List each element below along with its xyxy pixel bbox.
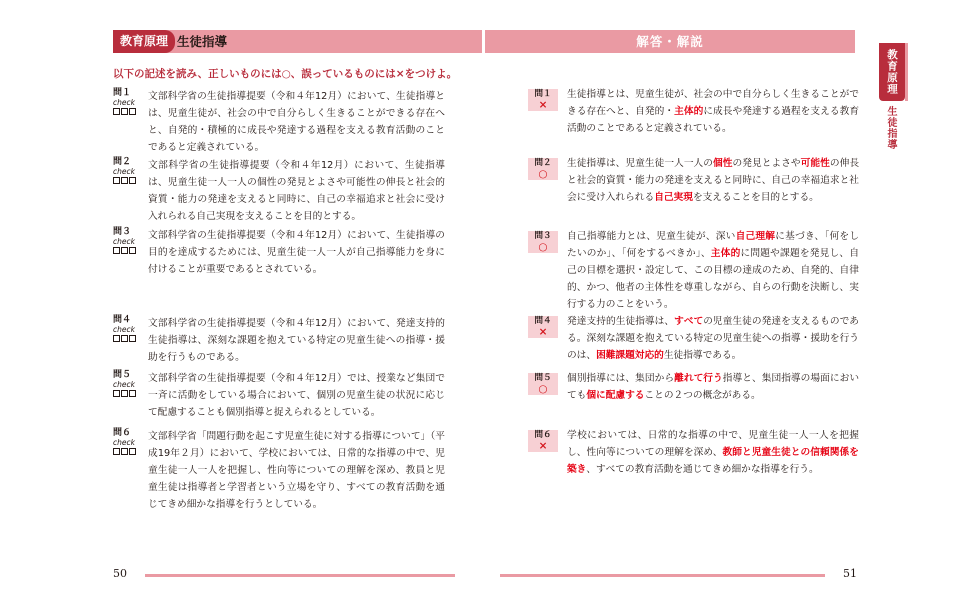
answer-item [528, 86, 858, 137]
question-item [113, 88, 453, 156]
answer-text [567, 155, 859, 206]
answer-text-segment: を支えることを目的とする。 [692, 192, 819, 203]
answer-text-segment: の発見とよさや [732, 158, 801, 169]
check-label: check [113, 325, 135, 334]
answer-text [567, 313, 859, 364]
question-label [113, 370, 145, 397]
answer-text [567, 370, 859, 404]
highlighted-keyword: 主体的 [674, 106, 704, 117]
answer-text-segment: に成長や発達する過程を支える教育活動のことであると定義されている。 [567, 106, 860, 134]
highlighted-keyword: 困難課題対応的 [596, 350, 664, 361]
side-index-accent [905, 43, 908, 101]
answer-label [528, 430, 558, 452]
question-item [113, 157, 453, 225]
question-number: 問２ [113, 157, 132, 167]
check-boxes[interactable] [113, 335, 145, 342]
answer-text [567, 86, 859, 137]
check-boxes[interactable] [113, 247, 145, 254]
question-label [113, 428, 145, 455]
question-text: 文部科学省「問題行動を起こす児童生徒に対する指導について」（平成19年２月）において、学校においては、日常的な指導の中で、児童生徒一人一人を把握し、性向等についての理解を深め、教員と児童生徒は指導者と学習者という立場を守り、すべての教育活動を通じてきめ細かな指導を行うとしている。 [148, 431, 445, 510]
answer-text [567, 228, 859, 313]
answer-text-segment: に基づき、「何をしたいのか」、「何をするべきか」、 [567, 231, 860, 259]
answer-text-segment: ことの２つの概念がある。 [644, 390, 761, 401]
question-text: 文部科学省の生徒指導提要（令和４年12月）において、発達支持的生徒指導は、深刻な課題を抱えている特定の児童生徒への指導・援助を行うものである。 [148, 318, 445, 363]
answer-text-segment: 指導と、集団指導の場面においても [567, 373, 860, 401]
answer-number: 問３ [534, 231, 552, 241]
answer-text-segment: 生徒指導である。 [663, 350, 742, 361]
answer-mark: ○ [538, 383, 548, 395]
check-label: check [113, 98, 135, 107]
question-text: 文部科学省の生徒指導提要（令和４年12月）において、生徒指導とは、児童生徒が、社会の中で自分らしく生きることができる存在へと、自発的・積極的に成長や発達する過程を支える教育活動のことであると定義されている。 [148, 91, 445, 153]
answer-text-segment: 学校においては、日常的な指導の中で、児童生徒一人一人を把握し、性向等についての理解を深め、 [567, 430, 859, 458]
answer-text-segment: 生徒指導とは、児童生徒が、社会の中で自分らしく生きることができる存在へと、自発的・ [567, 89, 859, 117]
answer-label [528, 89, 558, 111]
answer-number: 問１ [534, 89, 552, 99]
answer-number: 問２ [534, 158, 552, 168]
question-label [113, 315, 145, 342]
question-label [113, 227, 145, 254]
answer-mark: ○ [538, 241, 548, 253]
answer-text [567, 427, 859, 478]
answer-number: 問４ [534, 316, 552, 326]
check-boxes[interactable] [113, 448, 145, 455]
question-item [113, 428, 453, 513]
check-boxes[interactable] [113, 108, 145, 115]
check-boxes[interactable] [113, 177, 145, 184]
question-item [113, 370, 453, 421]
highlighted-keyword: 主体的 [710, 248, 741, 259]
question-label [113, 157, 145, 184]
answer-label [528, 231, 558, 253]
answer-number: 問５ [534, 373, 552, 383]
question-text: 文部科学省の生徒指導提要（令和４年12月）では、授業など集団で一斉に活動をしている場合において、個別の児童生徒の状況に応じて配慮することも個別指導と捉えられるとしている。 [148, 373, 445, 418]
side-index-tab: 教育原理 [879, 43, 905, 101]
section-title: 生徒指導 [177, 34, 228, 49]
side-index-subtitle: 生徒指導 [885, 106, 896, 150]
highlighted-keyword: 個に配慮する [586, 390, 645, 401]
answer-number: 問６ [534, 430, 552, 440]
highlighted-keyword: 離れて行う [674, 373, 723, 384]
question-text: 文部科学省の生徒指導提要（令和４年12月）において、生徒指導は、児童生徒一人一人の個性の発見とよさや可能性の伸長と社会的資質・能力の発達を支えると同時に、自己の幸福追求と社会に受け入れられる自己実現を支えることを目的とする。 [148, 160, 445, 222]
instruction-text: 以下の記述を読み、正しいものには○、誤っているものには×をつけよ。 [113, 68, 458, 80]
answer-text-segment: に問題や課題を発見し、自己の目標を選択・設定して、この目標の達成のため、自発的、自律的、かつ、他者の主体性を尊重しながら、自らの行動を決断し、実行する力のことをいう。 [567, 248, 860, 310]
left-footer-line [145, 574, 455, 577]
answer-text-segment: 自己指導能力とは、児童生徒が、深い [567, 231, 736, 242]
check-label: check [113, 237, 135, 246]
right-page-number: 51 [843, 567, 857, 580]
question-number: 問５ [113, 370, 132, 380]
answer-item [528, 155, 858, 206]
answer-item [528, 427, 858, 478]
highlighted-keyword: 教師と児童生徒との信頼関係を築き [567, 447, 859, 475]
question-item [113, 227, 453, 278]
answer-mark: × [538, 440, 548, 452]
answer-text-segment: 、すべての教育活動を通じてきめ細かな指導を行う。 [586, 464, 819, 475]
highlighted-keyword: 自己理解 [735, 231, 776, 242]
question-number: 問６ [113, 428, 132, 438]
answer-text-segment: の児童生徒の発達を支えるものである。深刻な課題を抱えている特定の児童生徒への指導・援助を行うのは、 [567, 316, 859, 361]
answer-text-segment: 発達支持的生徒指導は、 [567, 316, 675, 327]
question-text: 文部科学省の生徒指導提要（令和４年12月）において、生徒指導の目的を達成するためには、児童生徒一人一人が自己指導能力を身に付けることが重要であるとされている。 [148, 230, 445, 275]
answer-item [528, 313, 858, 364]
question-label [113, 88, 145, 115]
right-footer-line [500, 574, 825, 577]
answer-text-segment: 生徒指導は、児童生徒一人一人の [567, 158, 714, 169]
highlighted-keyword: 可能性 [800, 158, 830, 169]
answer-label [528, 158, 558, 180]
highlighted-keyword: 個性 [713, 158, 733, 169]
question-number: 問１ [113, 88, 132, 98]
answer-item [528, 370, 858, 404]
answer-mark: ○ [538, 168, 548, 180]
check-label: check [113, 167, 135, 176]
check-boxes[interactable] [113, 390, 145, 397]
answers-title: 解答・解説 [636, 34, 704, 49]
subject-tag: 教育原理 [113, 30, 175, 53]
left-page-number: 50 [113, 567, 127, 580]
answer-item [528, 228, 858, 313]
answer-label [528, 373, 558, 395]
highlighted-keyword: 自己実現 [654, 192, 693, 203]
answer-mark: × [538, 326, 548, 338]
answer-label [528, 316, 558, 338]
answer-text-segment: 個別指導には、集団から [567, 373, 675, 384]
check-label: check [113, 380, 135, 389]
answer-mark: × [538, 99, 548, 111]
answer-text-segment: の伸長と社会的資質・能力の発達を支えると同時に、自己の幸福追求と社会に受け入れられる [567, 158, 860, 203]
question-item [113, 315, 453, 366]
check-label: check [113, 438, 135, 447]
highlighted-keyword: すべて [674, 316, 704, 327]
question-number: 問４ [113, 315, 132, 325]
question-number: 問３ [113, 227, 132, 237]
